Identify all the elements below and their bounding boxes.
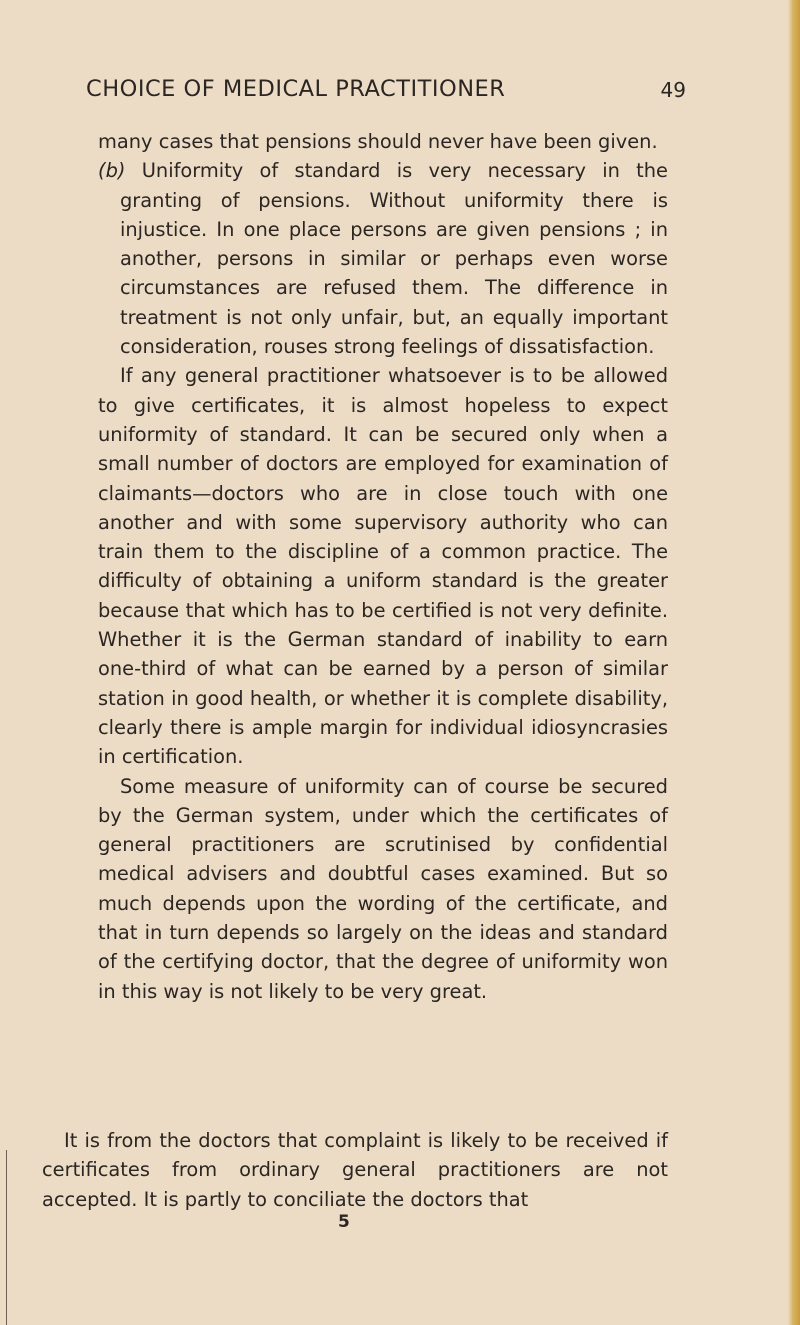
paragraph: If any general practitioner whatsoever is to be allowed to give certificates, it is almost hopeless to expect uniformity of standard. It can be secured only when a small number of doctors are employed for examination of claimants—doctors who are in close touch with one another and with some supervisory authority who can train them to the discipline of a common practice. The difficulty of obtaining a uniform standard is the greater because that which has to be certified is not very definite. Whether it is the German standard of inability to earn one-third of what can be earned by a person of similar station in good health, or whether it is complete disability, clearly there is ample margin for individual idiosyncrasies in certification. (98, 364, 668, 769)
signature-mark: 5 (338, 1212, 350, 1232)
page-header (86, 76, 686, 110)
paragraph: Some measure of uniformity can of course be secured by the German system, under which the certificates of general practitioners are scrutinised by confidential medical advisers and doubtful cases examined. But so much depends upon the wording of the certificate, and that in turn depends so largely on the ideas and standard of the certifying doctor, that the degree of uniformity won in this way is not likely to be very great. (98, 774, 668, 1003)
running-title: CHOICE OF MEDICAL PRACTITIONER (86, 76, 506, 102)
final-paragraph: It is from the doctors that complaint is likely to be received if certificates from ordinary general practitioners are not accepted. It is partly to conciliate the doctors that (42, 1129, 668, 1211)
gutter-line (6, 1150, 7, 1325)
item-label: (b) (98, 159, 126, 183)
page-number: 49 (660, 78, 686, 102)
page-edge (788, 0, 800, 1325)
list-item-b (98, 156, 668, 361)
item-text: Uniformity of standard is very necessary in the granting of pensions. Without uniformity there is injustice. In one place persons are given pensions ; in another, persons in similar or perhaps even worse circumstances are refused them. The difference in treatment is not only unfair, but, an equally important consideration, rouses strong feelings of dissatisfaction. (120, 159, 668, 359)
opening-paragraph: many cases that pensions should never have been given. (98, 130, 658, 153)
body-text (98, 127, 668, 1006)
